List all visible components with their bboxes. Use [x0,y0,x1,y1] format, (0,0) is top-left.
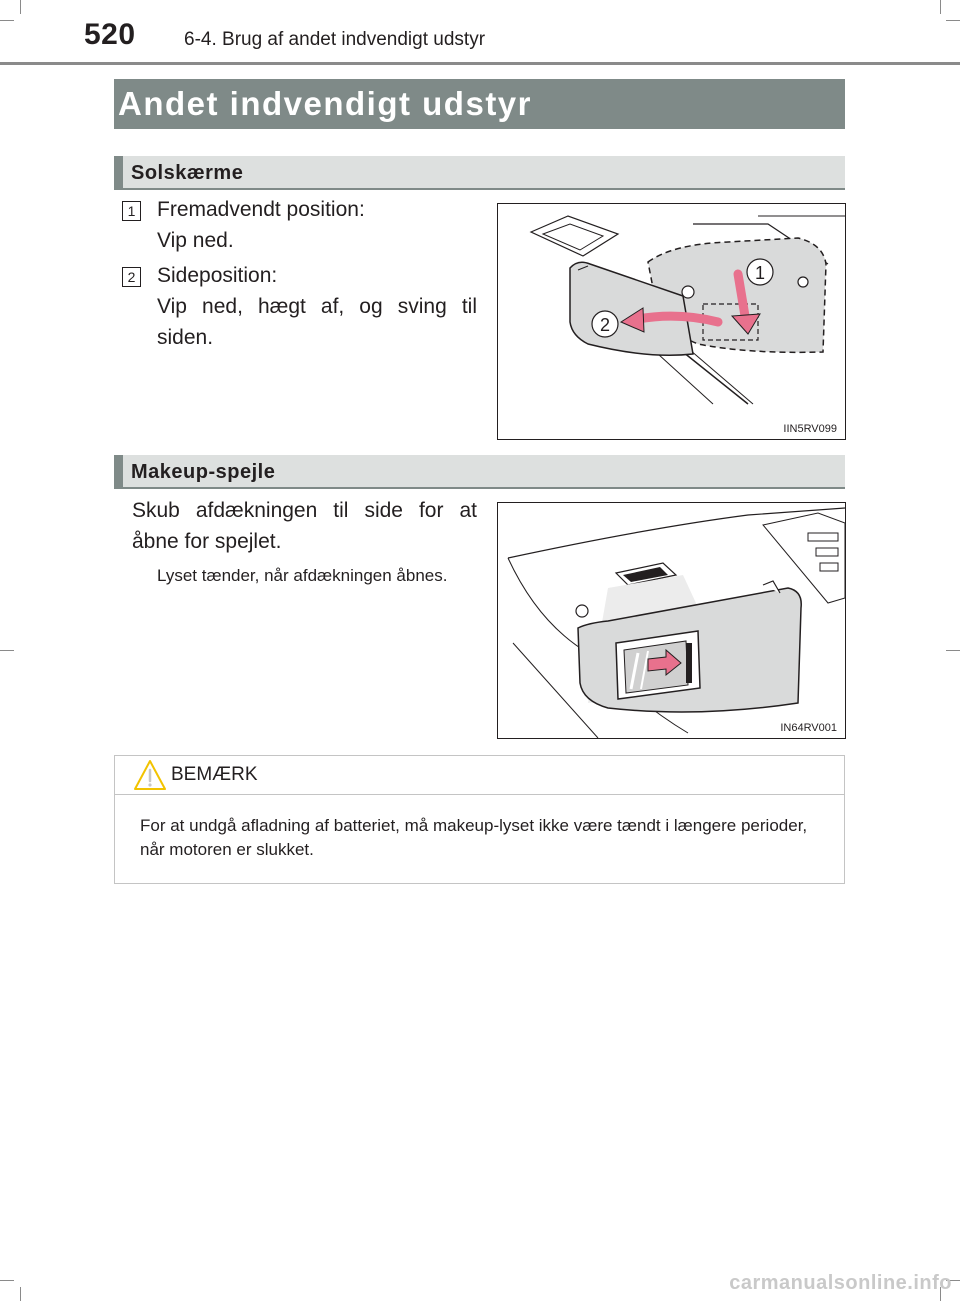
figure-code: IIN5RV099 [783,423,837,435]
step-1-badge: 1 [122,201,141,221]
makeup-mirror-figure [497,502,846,739]
section-heading-label: Solskærme [131,162,244,184]
section-heading-notch [114,455,123,487]
sun-visor-figure [497,203,846,440]
chapter-title: 6-4. Brug af andet indvendigt udstyr [184,29,486,50]
step-2-line-1: Sideposition: [157,264,278,287]
crop-mark [940,0,941,14]
step-2-badge: 2 [122,267,141,287]
step-1-line-2: Vip ned. [157,229,234,252]
section-heading-notch [114,156,123,188]
main-title-banner: Andet indvendigt udstyr [114,79,845,129]
step-2-line-2: Vip ned, hægt af, og sving til siden. [157,295,477,349]
section-heading-makeup-mirrors [114,455,845,489]
mirror-light-note: Lyset tænder, når afdækningen åbnes. [157,566,448,585]
crop-mark [0,650,14,651]
crop-mark [0,1280,14,1281]
callout-2-label: 2 [599,315,611,335]
section-heading-sun-visors [114,156,845,190]
crop-mark [20,1287,21,1301]
crop-mark [946,20,960,21]
callout-1-label: 1 [754,263,766,283]
page-number: 520 [84,18,136,51]
crop-mark [946,650,960,651]
sun-visor-illustration [498,204,845,439]
crop-mark [0,20,14,21]
figure-code: IN64RV001 [780,722,837,734]
footer-watermark: carmanualsonline.info [729,1272,952,1294]
note-title: BEMÆRK [171,764,258,785]
note-divider [115,794,844,795]
note-text: For at undgå afladning af batteriet, må makeup-lyset ikke være tændt i længere perioder, når motoren er slukket. [140,816,808,859]
note-box [114,755,845,884]
warning-triangle-icon [133,759,167,791]
section-heading-label: Makeup-spejle [131,461,276,483]
header-rule [0,62,960,65]
step-1-line-1: Fremadvendt position: [157,198,365,221]
makeup-mirror-illustration [498,503,845,738]
crop-mark [20,0,21,14]
mirror-instruction-text: Skub afdækningen til side for at åbne for spejlet. [132,499,477,553]
